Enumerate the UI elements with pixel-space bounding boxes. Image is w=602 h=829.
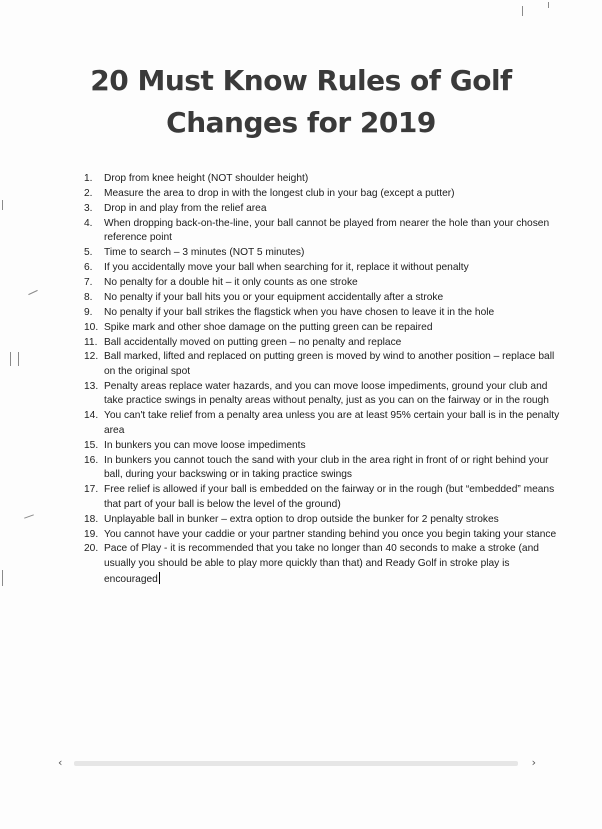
rule-text: Time to search – 3 minutes (NOT 5 minutes): [104, 247, 305, 259]
list-item: [84, 261, 564, 276]
rule-text: Free relief is allowed if your ball is embedded on the fairway or in the rough (but “embedded” means that part of your ball is below the level of the ground): [104, 484, 555, 510]
list-item: [84, 246, 564, 261]
rule-number: 11.: [84, 336, 98, 348]
page-title-line-1: 20 Must Know Rules of Golf: [90, 64, 512, 97]
scan-mark: [2, 200, 3, 210]
rule-text: No penalty for a double hit – it only counts as one stroke: [104, 276, 358, 288]
rule-text: Measure the area to drop in with the longest club in your bag (except a putter): [104, 187, 455, 199]
rule-number: 16.: [84, 454, 99, 466]
rule-number: 15.: [84, 439, 99, 451]
list-item: [84, 380, 564, 409]
page-title-line-2: Changes for 2019: [166, 106, 436, 139]
list-item: [84, 350, 564, 379]
rule-number: 14.: [84, 410, 99, 422]
rule-number: 12.: [84, 351, 99, 363]
rule-text: If you accidentally move your ball when searching for it, replace it without penalty: [104, 262, 469, 274]
rules-list: [84, 172, 564, 588]
rule-number: 6.: [84, 262, 93, 274]
scroll-track[interactable]: [74, 761, 518, 766]
list-item: [84, 439, 564, 454]
scan-mark: [10, 352, 11, 366]
rule-number: 13.: [84, 380, 99, 392]
rule-text: No penalty if your ball hits you or your equipment accidentally after a stroke: [104, 291, 444, 303]
rule-text: Spike mark and other shoe damage on the putting green can be repaired: [104, 321, 433, 333]
rule-text: Ball marked, lifted and replaced on putting green is moved by wind to another position – replace ball on the original spot: [104, 351, 555, 377]
rule-number: 3.: [84, 202, 93, 214]
list-item: [84, 483, 564, 512]
list-item: [84, 217, 564, 246]
scroll-right-arrow-icon[interactable]: ›: [531, 756, 536, 769]
rule-number: 9.: [84, 306, 93, 318]
scan-mark: [18, 352, 19, 366]
list-item: [84, 528, 564, 543]
list-item: [84, 187, 564, 202]
rule-text: When dropping back-on-the-line, your ball cannot be played from nearer the hole than your chosen reference point: [104, 217, 550, 244]
rule-text: In bunkers you cannot touch the sand with your club in the area right in front of or right behind your ball, during your backswing or in taking practice swings: [104, 454, 549, 481]
rule-number: 19.: [84, 528, 99, 540]
horizontal-scrollbar[interactable]: [58, 756, 536, 770]
rule-number: 2.: [84, 187, 93, 199]
scan-mark: [28, 290, 37, 295]
rule-text: Drop from knee height (NOT shoulder height): [104, 173, 309, 184]
rule-text: You can't take relief from a penalty area unless you are at least 95% certain your ball is in the penalty area: [104, 410, 560, 436]
rule-number: 5.: [84, 247, 93, 259]
scan-mark: [548, 2, 549, 8]
list-item: [84, 336, 564, 351]
rule-text: Unplayable ball in bunker – extra option to drop outside the bunker for 2 penalty strokes: [104, 513, 499, 525]
rule-text: Pace of Play - it is recommended that you take no longer than 40 seconds to make a stroke (and usually you should be able to play more quickly than that) and Ready Golf in stroke play is encouraged: [104, 543, 539, 585]
rule-number: 4.: [84, 217, 93, 229]
rule-text: In bunkers you can move loose impediments: [104, 439, 306, 451]
list-item: [84, 513, 564, 528]
scan-mark: [2, 570, 3, 586]
rule-number: 10.: [84, 321, 99, 333]
rule-number: 20.: [84, 543, 99, 555]
rule-text: You cannot have your caddie or your partner standing behind you once you begin taking your stance: [104, 528, 557, 540]
scan-mark: [522, 6, 523, 16]
list-item: [84, 306, 564, 321]
list-item: [84, 172, 564, 187]
rule-text: Drop in and play from the relief area: [104, 202, 267, 214]
list-item: [84, 202, 564, 217]
rule-number: 18.: [84, 513, 99, 525]
list-item: [84, 454, 564, 483]
list-item: [84, 542, 564, 587]
rule-text: Ball accidentally moved on putting green – no penalty and replace: [104, 336, 402, 348]
rule-number: 17.: [84, 484, 99, 496]
list-item: [84, 276, 564, 291]
rule-text: No penalty if your ball strikes the flagstick when you have chosen to leave it in the hole: [104, 306, 495, 318]
rule-number: 8.: [84, 291, 93, 303]
list-item: [84, 291, 564, 306]
rule-text: Penalty areas replace water hazards, and you can move loose impediments, ground your club and take practice swings in penalty areas without penalty, just as you can on the fairway or in the rough: [104, 380, 549, 407]
text-cursor: [159, 572, 160, 584]
rule-number: 1.: [84, 173, 93, 184]
list-item: [84, 321, 564, 336]
list-item: [84, 409, 564, 438]
scan-mark: [24, 514, 34, 518]
scroll-left-arrow-icon[interactable]: ‹: [58, 756, 63, 769]
rule-number: 7.: [84, 276, 93, 288]
